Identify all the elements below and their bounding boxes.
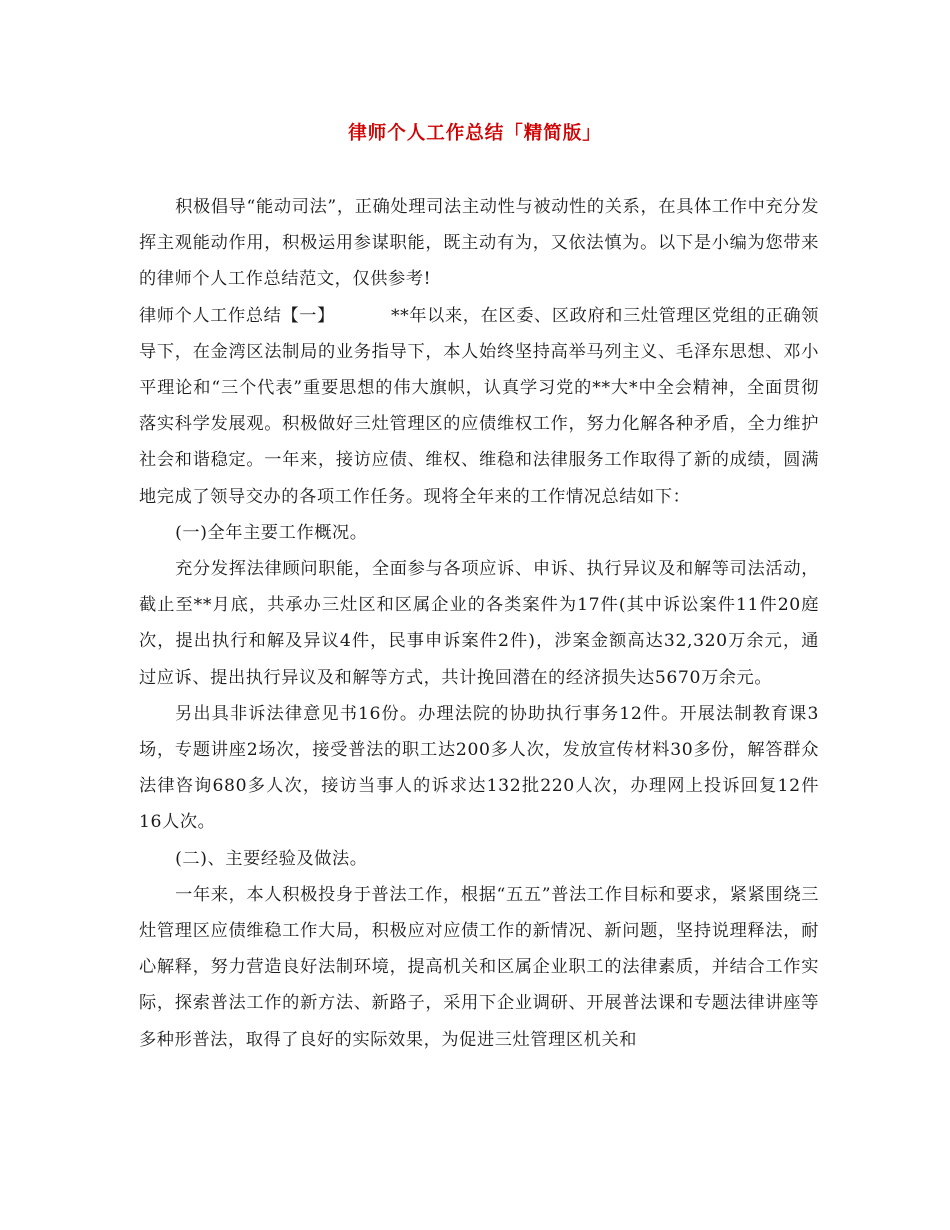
document-title: 律师个人工作总结「精简版」 [348,123,602,144]
section-one-label: 律师个人工作总结【一】 [139,305,335,326]
document-body [139,189,819,1058]
intro-paragraph: 积极倡导“能动司法”，正确处理司法主动性与被动性的关系，在具体工作中充分发挥主观能动作用，积极运用参谋职能，既主动有为，又依法慎为。以下是小编为您带来的律师个人工作总结范文，仅供参考! [139,197,819,290]
heading-experience: (二)、主要经验及做法。 [175,848,368,869]
section-one-paragraph [139,298,819,515]
paragraph-cases: 充分发挥法律顾问职能，全面参与各项应诉、申诉、执行异议及和解等司法活动，截止至**月底，共承办三灶区和区属企业的各类案件为17件(其中诉讼案件11件20庭次，提出执行和解及异议4件，民事申诉案件2件)，涉案金额高达32,320万余元，通过应诉、提出执行异议及和解等方式，共计挽回潜在的经济损失达5670万余元。 [139,559,819,688]
paragraph-legal-education: 一年来，本人积极投身于普法工作，根据“五五”普法工作目标和要求，紧紧围绕三灶管理区应债维稳工作大局，积极应对应债工作的新情况、新问题，坚持说理释法，耐心解释，努力营造良好法制环境，提高机关和区属企业职工的法律素质，并结合工作实际，探索普法工作的新方法、新路子，采用下企业调研、开展普法课和专题法律讲座等多种形普法，取得了良好的实际效果，为促进三灶管理区机关和 [139,884,819,1050]
heading-overview: (一)全年主要工作概况。 [175,522,368,543]
paragraph-non-litigation: 另出具非诉法律意见书16份。办理法院的协助执行事务12件。开展法制教育课3场，专题讲座2场次，接受普法的职工达200多人次，发放宣传材料30多份，解答群众法律咨询680多人次，接访当事人的诉求达132批220人次，办理网上投诉回复12件16人次。 [139,703,819,833]
section-one-text: **年以来，在区委、区政府和三灶管理区党组的正确领导下，在金湾区法制局的业务指导下，本人始终坚持高举马列主义、毛泽东思想、邓小平理论和“三个代表”重要思想的伟大旗帜，认真学习党的**大*中全会精神，全面贯彻落实科学发展观。积极做好三灶管理区的应债维权工作，努力化解各种矛盾，全力维护社会和谐稳定。一年来，接访应债、维权、维稳和法律服务工作取得了新的成绩，圆满地完成了领导交办的各项工作任务。现将全年来的工作情况总结如下： [139,305,819,507]
